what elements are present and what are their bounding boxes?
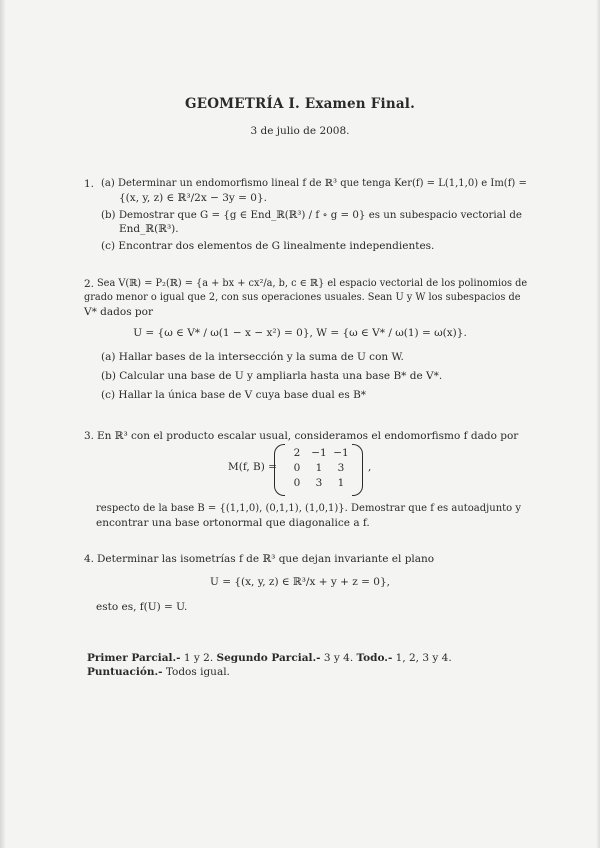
q2-line2: grado menor o igual que 2, con sus operaciones usuales. Sean U y W los subespacios de	[84, 292, 521, 303]
exam-title: GEOMETRÍA I. Examen Final.	[184, 96, 416, 112]
q3-matrix-label: M(f, B) =	[228, 461, 277, 473]
footer-p1-label: Primer Parcial.-	[87, 652, 181, 664]
q4-line1: Determinar las isometrías f de ℝ³ que dejan invariante el plano	[97, 553, 435, 565]
footer-p1-text: 1 y 2.	[180, 652, 217, 664]
q2-c: (c) Hallar la única base de V cuya base dual es B*	[101, 389, 367, 401]
q1-c-line1: (c) Encontrar dos elementos de G linealmente independientes.	[101, 240, 435, 252]
grading-parts	[87, 652, 452, 664]
q1-a-line1: (a) Determinar un endomorfismo lineal f de ℝ³ que tenga Ker(f) = L(1,1,0) e Im(f) =	[101, 178, 527, 189]
footer-p4-label: Puntuación.-	[87, 666, 163, 678]
q2-formula: U = {ω ∈ V* / ω(1 − x − x²) = 0}, W = {ω ∈ V* / ω(1) = ω(x)}.	[133, 327, 467, 339]
q2-a: (a) Hallar bases de la intersección y la suma de U con W.	[101, 351, 404, 363]
footer-p4-text: Todos igual.	[162, 666, 230, 678]
q1-number: 1.	[84, 178, 95, 190]
q2-line1: Sea V(ℝ) = P₂(ℝ) = {a + bx + cx²/a, b, c ∈ ℝ} el espacio vectorial de los polinomios de	[97, 278, 528, 289]
q4-formula: U = {(x, y, z) ∈ ℝ³/x + y + z = 0},	[210, 576, 390, 588]
matrix-cell: 0	[293, 477, 301, 489]
matrix-cell: 0	[293, 462, 301, 474]
matrix-right-paren	[352, 444, 363, 496]
exam-date: 3 de julio de 2008.	[250, 125, 350, 137]
q3-number: 3.	[84, 430, 95, 442]
q1-a-line2: {(x, y, z) ∈ ℝ³/2x − 3y = 0}.	[119, 192, 267, 204]
matrix-grid	[286, 446, 352, 491]
q2-line3: V* dados por	[84, 306, 153, 318]
q1-b-line2: End_ℝ(ℝ³).	[119, 223, 179, 235]
q3-line1: En ℝ³ con el producto escalar usual, consideramos el endomorfismo f dado por	[97, 430, 519, 442]
matrix-cell: 1	[337, 477, 345, 489]
footer-p2-label: Segundo Parcial.-	[216, 652, 321, 664]
q4-number: 4.	[84, 553, 95, 565]
matrix-left-paren	[274, 444, 285, 496]
matrix-comma: ,	[368, 461, 372, 473]
footer-p2-text: 3 y 4.	[320, 652, 357, 664]
grading-score	[87, 666, 230, 678]
matrix-cell: 1	[315, 462, 323, 474]
q1-b-line1: (b) Demostrar que G = {g ∈ End_ℝ(ℝ³) / f ∘ g = 0} es un subespacio vectorial de	[101, 209, 522, 221]
footer-p3-text: 1, 2, 3 y 4.	[392, 652, 452, 664]
q2-number: 2.	[84, 278, 95, 290]
matrix-cell: 2	[293, 447, 301, 459]
q4-line2: esto es, f(U) = U.	[96, 601, 188, 613]
matrix-cell: −1	[333, 447, 349, 459]
q2-b: (b) Calcular una base de U y ampliarla hasta una base B* de V*.	[101, 370, 443, 382]
matrix-cell: 3	[315, 477, 323, 489]
matrix-cell: 3	[337, 462, 345, 474]
q3-line3: encontrar una base ortonormal que diagonalice a f.	[96, 517, 370, 529]
q3-line2: respecto de la base B = {(1,1,0), (0,1,1), (1,0,1)}. Demostrar que f es autoadjunto y	[96, 503, 522, 514]
matrix-cell: −1	[311, 447, 327, 459]
footer-p3-label: Todo.-	[356, 652, 393, 664]
